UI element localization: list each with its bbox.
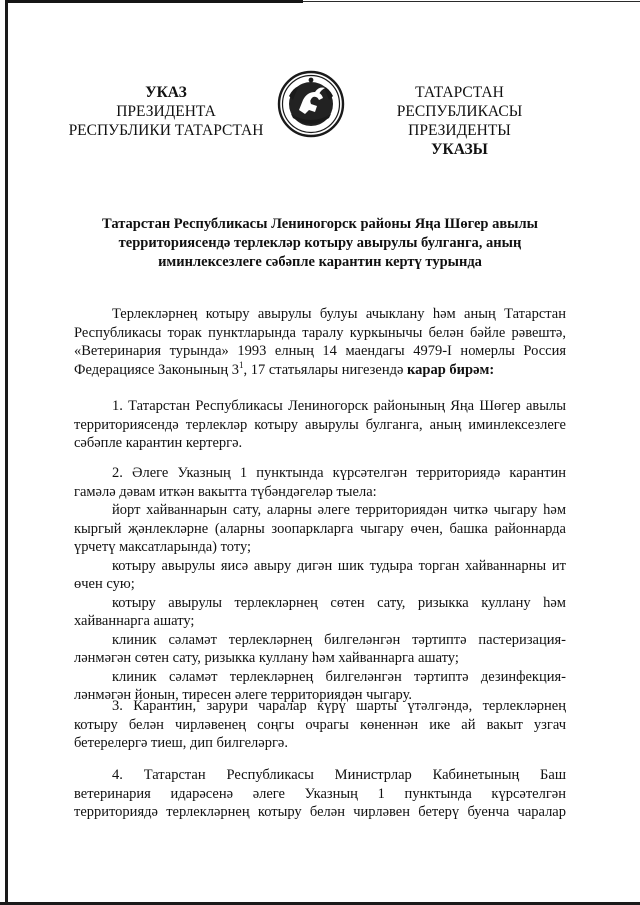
item-4-line-3: территориядә терлекләрнең котыру белән чирләвен бетерү буенча чаралар [74,804,566,820]
item-2-line-10: клиник сәламәт терлекләрнең билгеләнгән тәртиптә пастеризация- [112,631,566,648]
scan-edge-top-thin [303,1,640,2]
item-2-line-4: кыргый җәнлекләрне (аларны зоопаркларга чыгару өчен, башка районнарда [74,520,566,537]
title-line-1: Татарстан Республикасы Лениногорск районы Яңа Шөгер авылы [102,216,538,232]
item-1-line-1: 1. Татарстан Республикасы Лениногорск районының Яңа Шөгер авылы [112,398,566,414]
title-line-2: территориясендә терлекләр котыру авырулы булганга, аның [118,235,522,251]
header-left-line2: ПРЕЗИДЕНТА [116,103,216,120]
item-2-line-3: йорт хайваннарын сату, аларны әлеге территориядән читкә чыгару һәм [112,502,566,518]
coat-of-arms-emblem [277,70,345,138]
item-2-line-2: гамәлә дәвам иткән вакытта түбәндәгеләр тыела: [74,483,377,500]
decree-phrase: карар бирәм: [407,361,495,378]
item-3-paragraph [74,697,566,753]
header-right-line1: ТАТАРСТАН РЕСПУБЛИКАСЫ [396,84,523,120]
item-2-paragraph [74,464,566,705]
title-line-3: иминлексезлеге сәбәпле карантин кертү турында [158,254,482,270]
item-2-line-6: котыру авырулы яисә авыру дигән шик тудыра торган хайваннарны ит [112,557,566,574]
item-1-line-2: территориясендә терлекләр котыру авырулы булганга, аның иминлексезлеге [74,416,566,433]
scan-edge-left [5,0,8,905]
item-2-line-12: клиник сәламәт терлекләрнең билгеләнгән тәртиптә дезинфекция- [112,668,566,685]
item-1-paragraph [74,397,566,453]
item-2-line-5: үрчетү максатларында) тоту; [74,539,252,555]
item-2-line-13: ләнмәгән йонын, тиресен әлеге территориядән чыгару. [74,687,413,703]
header-right-tatar [353,83,566,159]
preamble-line-1: Терлекләрнең котыру авырулы булуы ачыклану һәм аның Татарстан [112,306,566,322]
header-left-line3: РЕСПУБЛИКИ ТАТАРСТАН [68,122,264,139]
article-superscript: 1 [238,359,244,370]
item-2-line-9: хайваннарга ашату; [74,613,195,629]
item-3-line-3: бетерелергә тиеш, дип билгеләргә. [74,735,288,751]
item-4-paragraph [74,766,566,822]
item-2-line-1: 2. Әлеге Указның 1 пунктында күрсәтелгән территориядә карантин [112,465,566,481]
preamble-line-2: Республикасы торак пунктларында таралу куркынычы белән бәйле рәвештә, [74,324,566,341]
preamble-articles: , 17 статьялары нигезендә [243,361,408,378]
header-left-title: УКАЗ [145,84,187,101]
header-left-russian [62,83,270,140]
preamble-line-4 [74,361,566,380]
item-2-line-7: өчен сую; [74,576,135,592]
item-2-line-8: котыру авырулы терлекләрнең сөтен сату, ризыкка куллану һәм [112,594,566,611]
item-2-line-11: ләнмәгән сөтен сату, ризыкка куллану һәм хайваннарга ашату; [74,650,459,666]
header-right-line2: ПРЕЗИДЕНТЫ [408,122,511,139]
item-4-line-2: ветеринария идарәсенә әлеге Указның 1 пунктында күрсәтелгән [74,785,566,802]
scan-edge-top [8,0,303,3]
preamble-paragraph [74,305,566,379]
preamble-line-3: «Ветеринария турында» 1993 елның 14 маендагы 4979-I номерлы Россия [74,343,566,359]
item-4-line-1: 4. Татарстан Республикасы Министрлар Кабинетының Баш [112,767,566,783]
item-3-line-1: 3. Карантин, зарури чаралар күрү шарты үтәлгәндә, терлекләрнең [112,698,566,714]
item-3-line-2: котыру белән чирләвенең соңгы очрагы көненнән ике ай вакыт узгач [74,716,566,733]
document-title [70,215,570,272]
item-1-line-3: сәбәпле карантин кертергә. [74,435,243,451]
preamble-law-ref: Федерациясе Законының 3 [74,361,239,378]
header-right-title: УКАЗЫ [431,141,488,158]
